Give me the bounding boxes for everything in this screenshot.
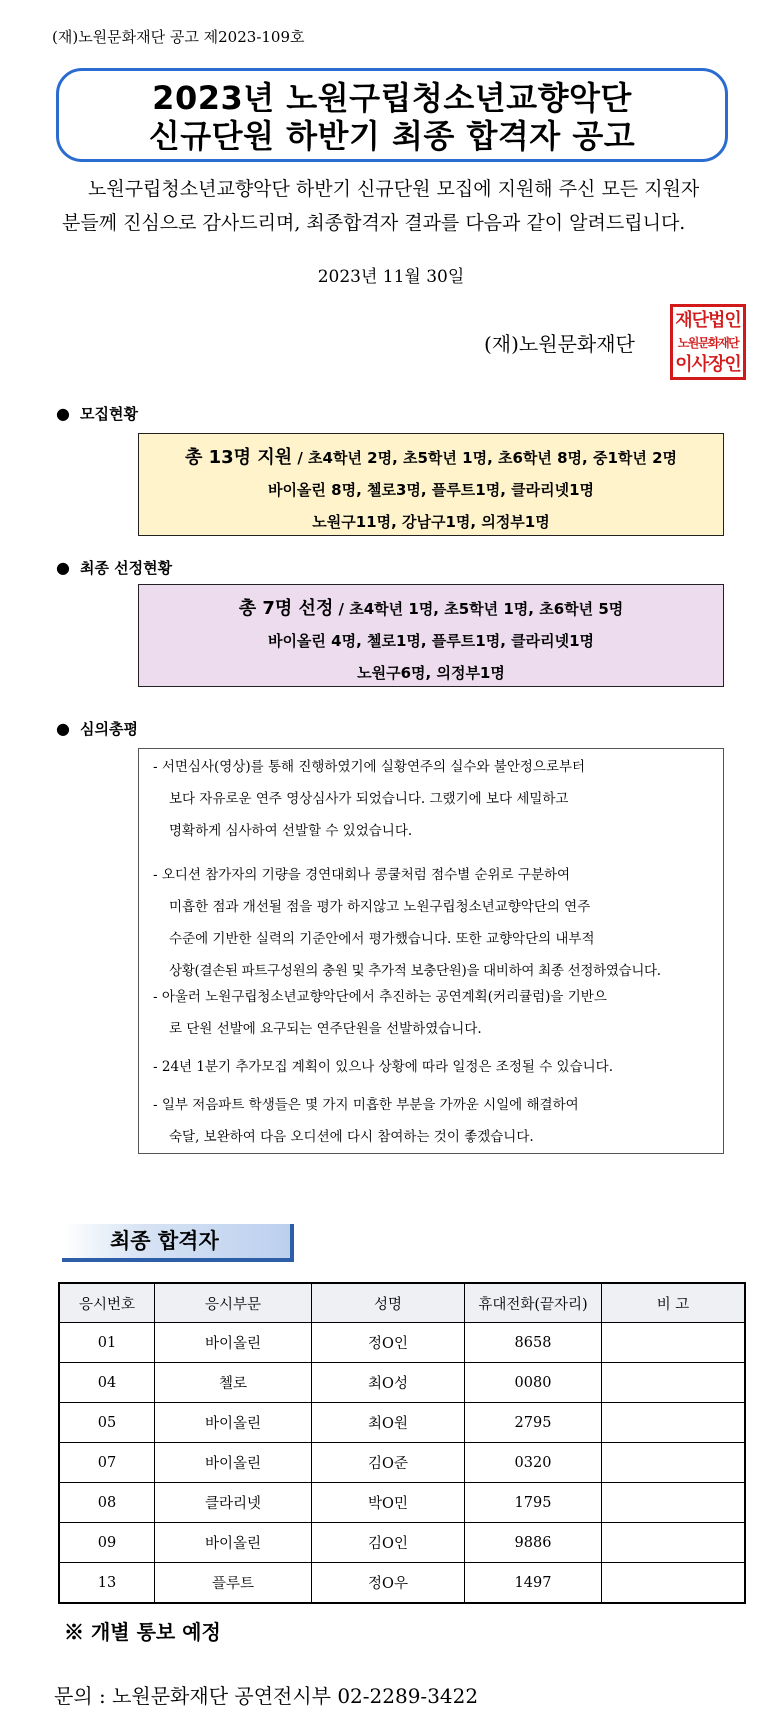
cell-remarks [602, 1483, 746, 1523]
seal-line2: 노원문화재단 [677, 336, 739, 350]
recruitment-summary-box [138, 433, 724, 536]
review-box [138, 748, 724, 1154]
announcement-date: 2023년 11월 30일 [317, 267, 465, 287]
individual-notice: ※ 개별 통보 예정 [64, 1620, 221, 1644]
cell-name: 최O성 [312, 1363, 465, 1403]
review-line: 명확하게 심사하여 선발할 수 있었습니다. [169, 823, 413, 839]
contact-info: 문의 : 노원문화재단 공연전시부 02-2289-3422 [54, 1684, 479, 1708]
cell-remarks [602, 1563, 746, 1604]
review-line: 상황(결손된 파트구성원의 충원 및 추가적 보충단원)을 대비하여 최종 선정하였습니다. [169, 963, 661, 979]
recruitment-regions: 노원구11명, 강남구1명, 의정부1명 [312, 513, 550, 531]
cell-name: 최O원 [312, 1403, 465, 1443]
cell-exam-number: 09 [59, 1523, 155, 1563]
seal-line1: 재단법인 [675, 310, 741, 331]
recruitment-heading-text: 모집현황 [79, 405, 138, 423]
review-line: - 서면심사(영상)를 통해 진행하였기에 실황연주의 실수와 불안정으로부터 [153, 759, 586, 775]
cell-phone: 0320 [465, 1443, 602, 1483]
table-row [59, 1363, 745, 1403]
table-row [59, 1323, 745, 1363]
cell-remarks [602, 1363, 746, 1403]
review-item [153, 981, 721, 1045]
cell-remarks [602, 1323, 746, 1363]
cell-name: 김O준 [312, 1443, 465, 1483]
review-line: - 24년 1분기 추가모집 계획이 있으나 상황에 따라 일정은 조정될 수 있습니다. [153, 1059, 614, 1075]
cell-phone: 9886 [465, 1523, 602, 1563]
review-heading [56, 718, 138, 739]
review-heading-text: 심의총평 [79, 720, 138, 738]
bullet-icon: ● [56, 558, 70, 577]
cell-name: 정O인 [312, 1323, 465, 1363]
page-title-line1: 2023년 노원구립청소년교향악단 [152, 79, 632, 117]
seal-line3: 이사장인 [675, 354, 741, 375]
intro-line1: 노원구립청소년교향악단 하반기 신규단원 모집에 지원해 주신 모든 지원자 [88, 178, 700, 200]
cell-phone: 2795 [465, 1403, 602, 1443]
recruitment-grades: / 초4학년 2명, 초5학년 1명, 초6학년 8명, 중1학년 2명 [292, 449, 678, 467]
bullet-icon: ● [56, 404, 70, 423]
review-item [153, 751, 721, 847]
cell-instrument: 바이올린 [155, 1403, 312, 1443]
notice-number: (재)노원문화재단 공고 제2023-109호 [52, 28, 305, 46]
cell-exam-number: 01 [59, 1323, 155, 1363]
cell-exam-number: 07 [59, 1443, 155, 1483]
cell-name: 박O민 [312, 1483, 465, 1523]
cell-phone: 8658 [465, 1323, 602, 1363]
review-line: 수준에 기반한 실력의 기준안에서 평가했습니다. 또한 교향악단의 내부적 [169, 931, 595, 947]
table-header-row [59, 1283, 745, 1323]
table-row [59, 1483, 745, 1523]
cell-phone: 1497 [465, 1563, 602, 1604]
cell-remarks [602, 1443, 746, 1483]
cell-exam-number: 04 [59, 1363, 155, 1403]
results-table [58, 1282, 746, 1604]
review-item [153, 1051, 721, 1083]
review-line: - 일부 저음파트 학생들은 몇 가지 미흡한 부분을 가까운 시일에 해결하여 [153, 1097, 579, 1113]
bullet-icon: ● [56, 719, 70, 738]
column-header: 성명 [312, 1283, 465, 1323]
cell-instrument: 바이올린 [155, 1523, 312, 1563]
cell-instrument: 첼로 [155, 1363, 312, 1403]
selection-summary-box [138, 584, 724, 687]
cell-name: 정O우 [312, 1563, 465, 1604]
organization-name: (재)노원문화재단 [484, 332, 635, 356]
cell-remarks [602, 1403, 746, 1443]
cell-instrument: 바이올린 [155, 1323, 312, 1363]
column-header: 응시번호 [59, 1283, 155, 1323]
review-line: 로 단원 선발에 요구되는 연주단원을 선발하였습니다. [169, 1021, 482, 1037]
cell-remarks [602, 1523, 746, 1563]
selection-regions: 노원구6명, 의정부1명 [357, 664, 505, 682]
column-header: 비 고 [602, 1283, 746, 1323]
cell-instrument: 클라리넷 [155, 1483, 312, 1523]
selection-total: 총 7명 선정 [238, 598, 334, 619]
intro-line2: 분들께 진심으로 감사드리며, 최종합격자 결과를 다음과 같이 알려드립니다. [62, 212, 686, 234]
cell-instrument: 플루트 [155, 1563, 312, 1604]
review-line: 숙달, 보완하여 다음 오디션에 다시 참여하는 것이 좋겠습니다. [169, 1129, 534, 1145]
cell-exam-number: 08 [59, 1483, 155, 1523]
selection-heading-text: 최종 선정현황 [79, 559, 173, 577]
final-results-heading: 최종 합격자 [62, 1224, 294, 1262]
table-row [59, 1403, 745, 1443]
cell-exam-number: 05 [59, 1403, 155, 1443]
official-seal [670, 304, 746, 380]
table-row [59, 1523, 745, 1563]
cell-name: 김O인 [312, 1523, 465, 1563]
cell-exam-number: 13 [59, 1563, 155, 1604]
review-line: - 오디션 참가자의 기량을 경연대회나 콩쿨처럼 점수별 순위로 구분하여 [153, 867, 571, 883]
page-title-line2: 신규단원 하반기 최종 합격자 공고 [148, 117, 636, 155]
recruitment-heading [56, 403, 138, 424]
review-line: - 아울러 노원구립청소년교향악단에서 추진하는 공연계획(커리큘럼)을 기반으 [153, 989, 607, 1005]
selection-instruments: 바이올린 4명, 첼로1명, 플루트1명, 클라리넷1명 [267, 632, 595, 650]
intro-paragraph [62, 172, 730, 240]
column-header: 응시부문 [155, 1283, 312, 1323]
review-line: 미흡한 점과 개선될 점을 평가 하지않고 노원구립청소년교향악단의 연주 [169, 899, 591, 915]
cell-phone: 1795 [465, 1483, 602, 1523]
selection-heading [56, 557, 172, 578]
cell-instrument: 바이올린 [155, 1443, 312, 1483]
title-box [56, 68, 728, 162]
selection-grades: / 초4학년 1명, 초5학년 1명, 초6학년 5명 [333, 600, 624, 618]
review-line: 보다 자유로운 연주 영상심사가 되었습니다. 그랬기에 보다 세밀하고 [169, 791, 569, 807]
table-row [59, 1443, 745, 1483]
review-item [153, 1089, 721, 1153]
cell-phone: 0080 [465, 1363, 602, 1403]
column-header: 휴대전화(끝자리) [465, 1283, 602, 1323]
review-item [153, 859, 721, 987]
table-row [59, 1563, 745, 1604]
recruitment-instruments: 바이올린 8명, 첼로3명, 플루트1명, 클라리넷1명 [267, 481, 595, 499]
recruitment-total: 총 13명 지원 [184, 447, 293, 468]
